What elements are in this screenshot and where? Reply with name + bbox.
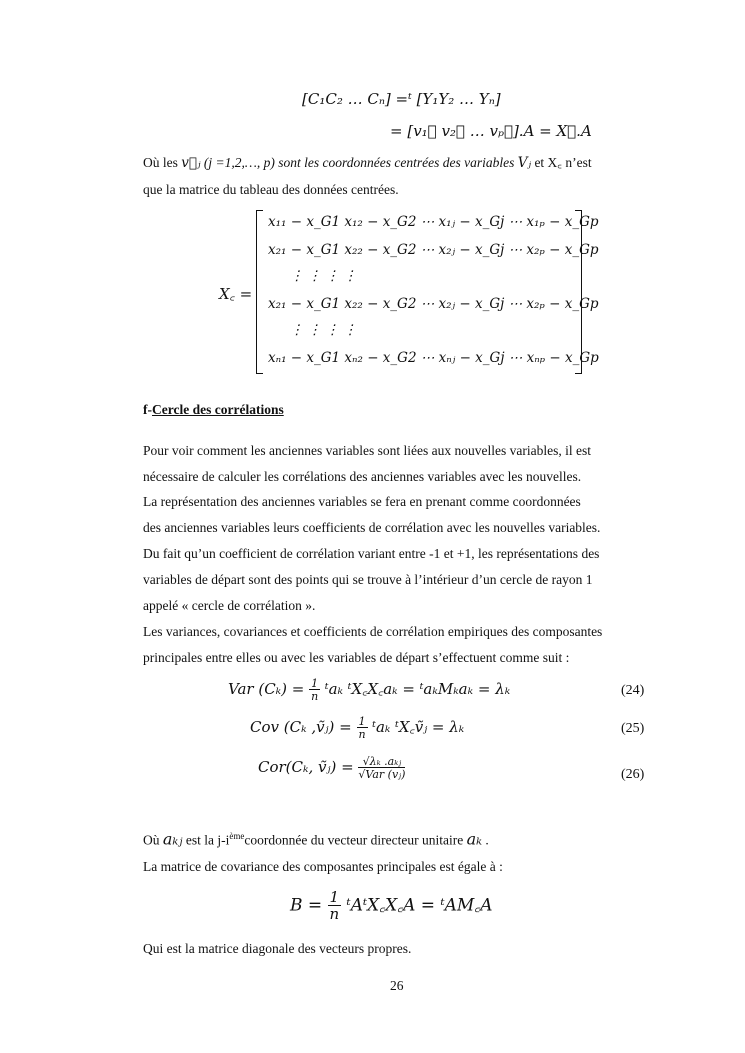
equation-25-number: (25) (621, 721, 645, 736)
eq25-frac-den: n (358, 728, 366, 741)
variable-vj: Vⱼ (517, 155, 532, 171)
matrix-left-bracket (256, 210, 263, 374)
top-equation-line1: [C₁C₂ … Cₙ] =ᵗ [Y₁Y₂ … Yₙ] (302, 90, 501, 108)
paragraph-line: des anciennes variables leurs coefficients de corrélation avec les nouvelles variables. (143, 520, 601, 535)
eq25-lhs: Cov (Cₖ ,ṽⱼ) = (250, 718, 352, 736)
equation-B (290, 890, 493, 922)
para-akj-sup: ème (229, 831, 245, 841)
section-heading (143, 401, 284, 419)
paragraph-line: principales entre elles ou avec les variables de départ s’effectuent comme suit : (143, 650, 570, 665)
equation-25 (250, 716, 464, 740)
equation-26 (258, 756, 405, 780)
para-cov: La matrice de covariance des composantes principales est égale à : (143, 859, 503, 874)
eq24-lhs: Var (Cₖ) = (228, 680, 305, 698)
eq26-frac-den: √Var (vⱼ) (358, 768, 406, 781)
eq24-frac-num: 1 (311, 677, 319, 690)
eq26-lhs: Cor(Cₖ, ṽⱼ) = (258, 758, 354, 776)
para-akj-c: coordonnée du vecteur directeur unitaire (244, 832, 464, 848)
paragraph-line: La représentation des anciennes variables se fera en prenant comme coordonnées (143, 494, 581, 509)
matrix-row: x₂₁ − x_G1 x₂₂ − x_G2 ⋯ x₂ⱼ − x_Gj ⋯ x₂ₚ − x_Gp (268, 242, 599, 258)
eq24-frac-den: n (311, 690, 319, 703)
paragraph-line: Pour voir comment les anciennes variables sont liées aux nouvelles variables, il est (143, 443, 592, 458)
paragraph-line: nécessaire de calculer les corrélations des anciennes variables avec les nouvelles. (143, 469, 582, 484)
equation-24-number: (24) (621, 683, 645, 698)
para-akj (143, 827, 489, 850)
eq25-rhs: ᵗaₖ ᵗX꜀ṽⱼ = λₖ (372, 718, 465, 736)
section-title: Cercle des corrélations (152, 402, 284, 417)
matrix-row: ⋮ ⋮ ⋮ ⋮ (290, 322, 357, 338)
matrix-row: x₁₁ − x_G1 x₁₂ − x_G2 ⋯ x₁ⱼ − x_Gj ⋯ x₁ₚ − x_Gp (268, 214, 599, 230)
eq25-frac-num: 1 (358, 715, 366, 728)
para-ou-line2: que la matrice du tableau des données centrées. (143, 182, 399, 197)
page-number: 26 (390, 978, 404, 993)
eq26-frac-num: √λₖ .aₖⱼ (358, 756, 405, 768)
matrix-row: ⋮ ⋮ ⋮ ⋮ (290, 268, 357, 284)
eqB-lhs: B = (290, 895, 323, 916)
paragraph-line: Les variances, covariances et coefficients de corrélation empiriques des composantes (143, 624, 603, 639)
eqB-rhs: ᵗAᵗX꜀X꜀A = ᵗAM꜀A (346, 895, 493, 916)
eqB-frac-num: 1 (329, 888, 340, 906)
para-akj-a: Où (143, 832, 160, 848)
matrix-row: x₂₁ − x_G1 x₂₂ − x_G2 ⋯ x₂ⱼ − x_Gj ⋯ x₂ₚ − x_Gp (268, 296, 599, 312)
symbol-ak: aₖ (466, 829, 483, 849)
section-prefix: f- (143, 402, 152, 417)
para-akj-d: . (485, 832, 489, 848)
paragraph-line: variables de départ sont des points qui se trouve à l’intérieur d’un cercle de rayon 1 (143, 572, 593, 587)
eqB-frac-den: n (329, 905, 340, 923)
para-last: Qui est la matrice diagonale des vecteurs propres. (143, 941, 412, 956)
matrix-row: xₙ₁ − x_G1 xₙ₂ − x_G2 ⋯ xₙⱼ − x_Gj ⋯ xₙₚ − x_Gp (268, 350, 599, 366)
para-akj-b: est la j-i (185, 832, 230, 848)
equation-26-number: (26) (621, 767, 645, 782)
paragraph-line: Du fait qu’un coefficient de corrélation variant entre -1 et +1, les représentations des (143, 546, 600, 561)
symbol-akj: aₖⱼ (162, 829, 183, 849)
eq24-rhs: ᵗaₖ ᵗX꜀X꜀aₖ = ᵗaₖMₖaₖ = λₖ (324, 680, 511, 698)
top-equation-line2: = [v₁⃗ v₂⃗ … vₚ⃗].A = X꜀.A (390, 122, 592, 140)
centered-data-matrix (256, 210, 599, 376)
para-ou-text-b: (j =1,2,…, p) sont les coordonnées centrées des variables (203, 155, 515, 170)
equation-24 (228, 678, 510, 702)
matrix-label: X꜀ = (219, 285, 253, 303)
vector-vj: v⃗ⱼ (181, 155, 201, 171)
para-ou-text-c: et X꜀ n’est (534, 155, 592, 170)
paragraph-line: appelé « cercle de corrélation ». (143, 598, 316, 613)
para-ou-text-a: Où les (143, 155, 178, 170)
para-ou-line1 (143, 154, 592, 172)
